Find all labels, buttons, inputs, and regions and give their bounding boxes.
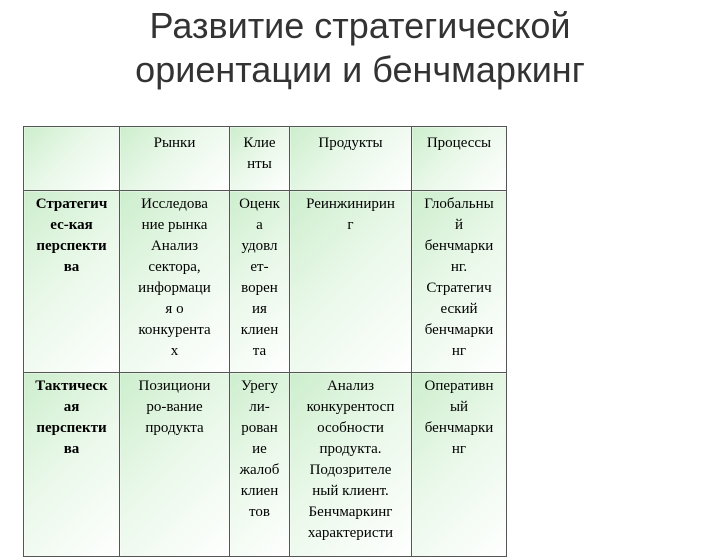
cell-text-line: ро-вание: [146, 399, 203, 415]
header-cell-products: [290, 127, 412, 191]
header-cell-markets: [120, 127, 230, 191]
benchmarking-table: [23, 126, 507, 557]
row-header-tactical: [24, 373, 120, 557]
cell-text-line: продукта: [145, 420, 204, 436]
cell-text-line: Глобальны: [424, 196, 494, 212]
cell-text-line: Клие: [243, 135, 276, 151]
cell-text-line: продукта.: [319, 441, 382, 457]
cell-text-line: х: [170, 343, 179, 359]
header-cell-processes: [412, 127, 507, 191]
cell-text-line: Реинжинирин: [306, 196, 395, 212]
cell-text-line: перспекти: [36, 420, 107, 436]
cell-text-line: та: [252, 343, 267, 359]
cell-text-line: нг.: [450, 259, 468, 275]
cell-text-line: Стратегич: [426, 280, 492, 296]
cell-text-line: Позициони: [138, 378, 211, 394]
cell-text-line: Бенчмаркинг: [308, 504, 393, 520]
cell-text-line: Оценк: [239, 196, 280, 212]
cell-text-line: клиен: [240, 483, 279, 499]
table-row-strategic: [24, 191, 507, 373]
cell-text-line: й: [454, 217, 464, 233]
cell-text-line: ва: [63, 441, 80, 457]
cell-text-line: Подозрителe: [309, 462, 392, 478]
cell-text-line: ние рынка: [141, 217, 208, 233]
cell-text-line: еский: [440, 301, 478, 317]
cell-text-line: ый: [449, 399, 469, 415]
cell-text-line: ный клиент.: [312, 483, 389, 499]
cell-text-line: Анализ: [326, 378, 375, 394]
cell-text-line: Продукты: [318, 135, 383, 151]
cell-text-line: тов: [249, 504, 270, 520]
cell-text-line: Тактическ: [35, 378, 108, 394]
cell-text-line: ая: [63, 399, 80, 415]
cell-text-line: конкурентосп: [306, 399, 395, 415]
cell-text-line: ва: [63, 259, 80, 275]
table-row-tactical: [24, 373, 507, 557]
cell-text-line: а: [256, 217, 263, 233]
cell-text-line: я о: [165, 301, 184, 317]
header-cell-clients: [230, 127, 290, 191]
cell-text-line: конкурента: [138, 322, 211, 338]
cell-tactical-clients: [230, 373, 290, 557]
cell-tactical-markets: [120, 373, 230, 557]
cell-text-line: нг: [451, 441, 467, 457]
slide-title: [0, 4, 720, 92]
cell-strategic-products: [290, 191, 412, 373]
cell-text-line: Анализ: [150, 238, 199, 254]
cell-text-line: рован: [241, 420, 278, 436]
cell-text-line: нг: [451, 343, 467, 359]
cell-text-line: информаци: [138, 280, 211, 296]
title-line-2: ориентации и бенчмаркинг: [135, 49, 585, 90]
cell-text-line: сектора,: [148, 259, 201, 275]
cell-strategic-processes: [412, 191, 507, 373]
cell-tactical-processes: [412, 373, 507, 557]
cell-text-line: Оперативн: [424, 378, 494, 394]
cell-text-line: ворен: [241, 280, 278, 296]
cell-text-line: нты: [247, 156, 272, 172]
cell-text-line: г: [347, 217, 354, 233]
cell-text-line: бенчмарки: [424, 322, 494, 338]
cell-text-line: ет-: [250, 259, 269, 275]
header-cell-empty: [24, 127, 120, 191]
cell-text-line: ли-: [249, 399, 270, 415]
cell-text-line: Исследова: [141, 196, 208, 212]
cell-text-line: характеристи: [307, 525, 394, 541]
cell-text-line: особности: [317, 420, 384, 436]
cell-text-line: клиен: [240, 322, 279, 338]
cell-text-line: Рынки: [153, 135, 196, 151]
cell-strategic-markets: [120, 191, 230, 373]
cell-text-line: Стратегич: [35, 196, 108, 212]
cell-text-line: удовл: [241, 238, 278, 254]
title-line-1: Развитие стратегической: [149, 5, 571, 46]
cell-text-line: жалоб: [239, 462, 280, 478]
cell-text-line: бенчмарки: [424, 238, 494, 254]
header-row: [24, 127, 507, 191]
cell-text-line: ие: [252, 441, 267, 457]
cell-strategic-clients: [230, 191, 290, 373]
cell-text-line: ия: [252, 301, 267, 317]
cell-text-line: перспекти: [36, 238, 107, 254]
cell-text-line: бенчмарки: [424, 420, 494, 436]
cell-text-line: Процессы: [426, 135, 492, 151]
cell-tactical-products: [290, 373, 412, 557]
row-header-strategic: [24, 191, 120, 373]
cell-text-line: Урегу: [240, 378, 279, 394]
cell-text-line: ес-кая: [50, 217, 93, 233]
